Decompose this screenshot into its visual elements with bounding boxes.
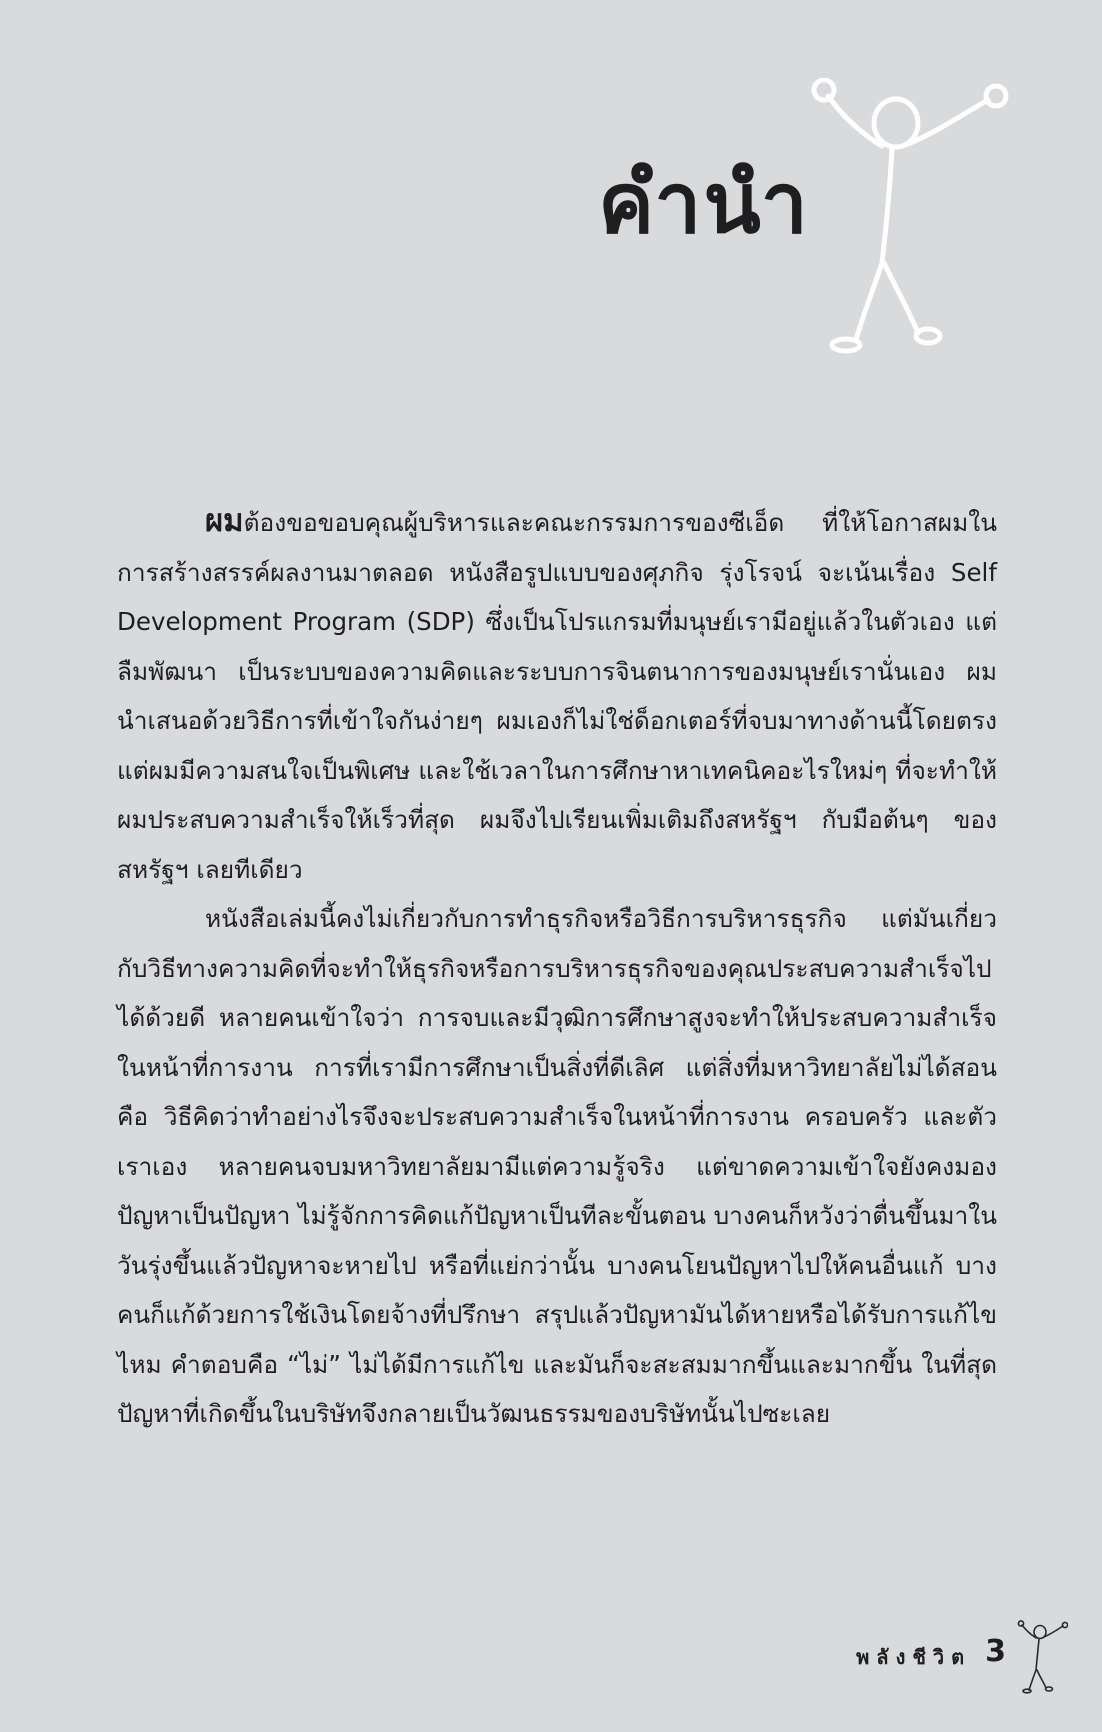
preface-body [117, 497, 997, 1439]
footer-book-title: พลังชีวิต [856, 1645, 972, 1669]
paragraph-text: หนังสือเล่มนี้คงไม่เกี่ยวกับการทำธุรกิจหรือวิธีการบริหารธุรกิจ แต่มันเกี่ยวกับวิธีทางความคิดที่จะทำให้ธุรกิจหรือการบริหารธุรกิจของคุณประสบความสำเร็จไปได้ด้วยดี หลายคนเข้าใจว่า การจบและมีวุฒิการศึกษาสูงจะทำให้ประสบความสำเร็จในหน้าที่การงาน การที่เรามีการศึกษาเป็นสิ่งที่ดีเลิศ แต่สิ่งที่มหาวิทยาลัยไม่ได้สอนคือ วิธีคิดว่าทำอย่างไรจึงจะประสบความสำเร็จในหน้าที่การงาน ครอบครัว และตัวเราเอง หลายคนจบมหาวิทยาลัยมามีแต่ความรู้จริง แต่ขาดความเข้าใจยังคงมองปัญหาเป็นปัญหา ไม่รู้จักการคิดแก้ปัญหาเป็นทีละขั้นตอน บางคนก็หวังว่าตื่นขึ้นมาในวันรุ่งขึ้นแล้วปัญหาจะหายไป หรือที่แย่กว่านั้น บางคนโยนปัญหาไปให้คนอื่นแก้ บางคนก็แก้ด้วยการใช้เงินโดยจ้างที่ปรึกษา สรุปแล้วปัญหามันได้หายหรือได้รับการแก้ไขไหม คำตอบคือ “ไม่” ไม่ได้มีการแก้ไข และมันก็จะสะสมมากขึ้นและมากขึ้น ในที่สุดปัญหาที่เกิดขึ้นในบริษัทจึงกลายเป็นวัฒนธรรมของบริษัทนั้นไปซะเลย [117, 904, 998, 1428]
paragraph-1 [117, 497, 997, 894]
page-number: 3 [985, 1634, 1006, 1669]
paragraph-lead-word: ผม [205, 503, 244, 539]
stick-figure-arms-raised-icon [800, 78, 1010, 358]
page-title: คำนำ [598, 154, 810, 252]
stick-figure-small-icon [1016, 1620, 1068, 1694]
paragraph-text: ต้องขอขอบคุณผู้บริหารและคณะกรรมการของซีเอ็ด ที่ให้โอกาสผมในการสร้างสรรค์ผลงานมาตลอด หนังสือรูปแบบของศุภกิจ รุ่งโรจน์ จะเน้นเรื่อง Self Development Program (SDP) ซึ่งเป็นโปรแกรมที่มนุษย์เรามีอยู่แล้วในตัวเอง แต่ลืมพัฒนา เป็นระบบของความคิดและระบบการจินตนาการของมนุษย์เรานั่นเอง ผมนำเสนอด้วยวิธีการที่เข้าใจกันง่ายๆ ผมเองก็ไม่ใช่ด็อกเตอร์ที่จบมาทางด้านนี้โดยตรง แต่ผมมีความสนใจเป็นพิเศษ และใช้เวลาในการศึกษาหาเทคนิคอะไรใหม่ๆ ที่จะทำให้ผมประสบความสำเร็จให้เร็วที่สุด ผมจึงไปเรียนเพิ่มเติมถึงสหรัฐฯ กับมือต้นๆ ของสหรัฐฯ เลยทีเดียว [117, 508, 997, 884]
paragraph-2 [117, 894, 997, 1439]
